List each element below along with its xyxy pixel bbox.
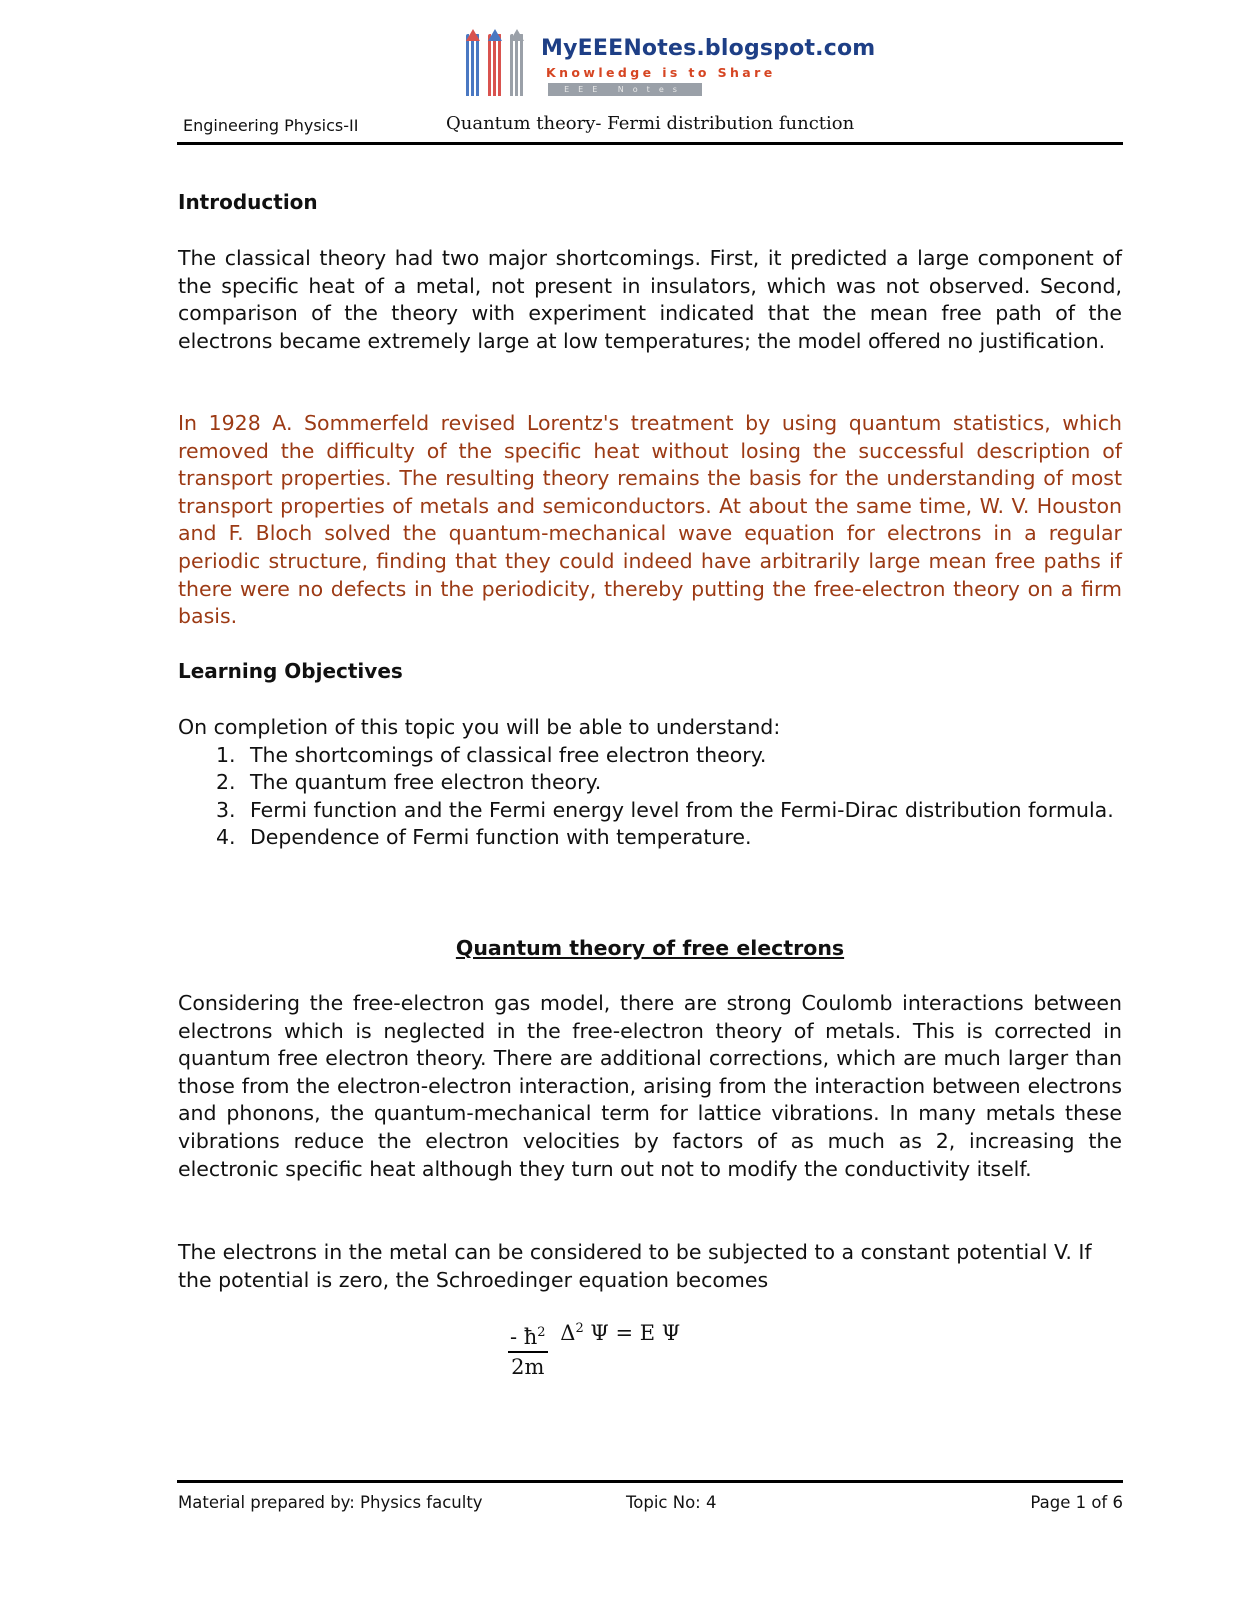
list-item	[178, 742, 1122, 770]
equation-fraction	[508, 1325, 548, 1379]
list-item-text: The quantum free electron theory.	[250, 770, 602, 795]
list-item-number: 1.	[216, 742, 236, 767]
equation-rhs: Ψ = E Ψ	[583, 1321, 681, 1345]
logo-tagline: Knowledge is to Share	[546, 65, 776, 80]
list-item-text: Dependence of Fermi function with temperature.	[250, 825, 752, 850]
equation-numerator-exponent: 2	[537, 1325, 546, 1340]
list-item-number: 2.	[216, 770, 236, 795]
footer-topic: Topic No: 4	[626, 1493, 717, 1512]
equation-operator: Δ	[560, 1321, 576, 1345]
list-item	[178, 824, 1122, 852]
list-item-text: Fermi function and the Fermi energy level from the Fermi-Dirac distribution formula.	[250, 797, 1114, 822]
quantum-paragraph-1: Considering the free-electron gas model, there are strong Coulomb interactions between electrons which is neglected in the free-electron theory of metals. This is corrected in quantum free electron theory. There are additional corrections, which are much larger than those from the electron-electron interaction, arising from the interaction between electrons and phonons, the quantum-mechanical term for lattice vibrations. In many metals these vibrations reduce the electron velocities by factors of as much as 2, increasing the electronic specific heat although they turn out not to modify the conductivity itself.	[178, 991, 1122, 1181]
list-item	[178, 797, 1122, 825]
equation-denominator: 2m	[511, 1355, 545, 1379]
pencil-tips-icon	[466, 26, 528, 45]
equation-operator-exponent: 2	[575, 1321, 584, 1336]
list-item-text: The shortcomings of classical free electron theory.	[250, 742, 767, 767]
list-item-number: 3.	[216, 797, 236, 822]
section-title: Quantum theory of free electrons	[455, 936, 845, 960]
footer-author: Material prepared by: Physics faculty	[178, 1493, 483, 1512]
logo-title: MyEEENotes.blogspot.com	[541, 36, 876, 61]
footer-page-number: Page 1 of 6	[1030, 1493, 1123, 1512]
objectives-list	[178, 714, 1122, 852]
quantum-paragraph-2: The electrons in the metal can be considered to be subjected to a constant potential V. If the potential is zero, the Schroedinger equation becomes	[178, 1240, 1092, 1292]
list-item	[178, 769, 1122, 797]
header-course: Engineering Physics-II	[183, 116, 359, 135]
equation-numerator: - ħ	[510, 1325, 538, 1349]
objectives-heading: Learning Objectives	[178, 659, 403, 683]
list-item-number: 4.	[216, 825, 236, 850]
schroedinger-equation	[508, 1321, 681, 1379]
intro-paragraph-2: In 1928 A. Sommerfeld revised Lorentz's treatment by using quantum statistics, which removed the difficulty of the specific heat without losing the successful description of transport properties. The resulting theory remains the basis for the understanding of most transport properties of metals and semiconductors. At about the same time, W. V. Houston and F. Bloch solved the quantum-mechanical wave equation for electrons in a regular periodic structure, finding that they could indeed have arbitrarily large mean free paths if there were no defects in the periodicity, thereby putting the free-electron theory on a firm basis.	[178, 411, 1122, 629]
site-logo	[466, 26, 876, 102]
header-topic: Quantum theory- Fermi distribution function	[446, 113, 855, 134]
intro-paragraph-1: The classical theory had two major shortcomings. First, it predicted a large component of the specific heat of a metal, not present in insulators, which was not observed. Second, comparison of the theory with experiment indicated that the mean free path of the electrons became extremely large at low temperatures; the model offered no justification.	[178, 246, 1122, 353]
objectives-lead: On completion of this topic you will be able to understand:	[178, 715, 781, 739]
header-divider	[177, 142, 1123, 145]
logo-band: EEE Notes	[548, 83, 702, 96]
footer-divider	[177, 1480, 1123, 1483]
introduction-heading: Introduction	[178, 190, 318, 214]
